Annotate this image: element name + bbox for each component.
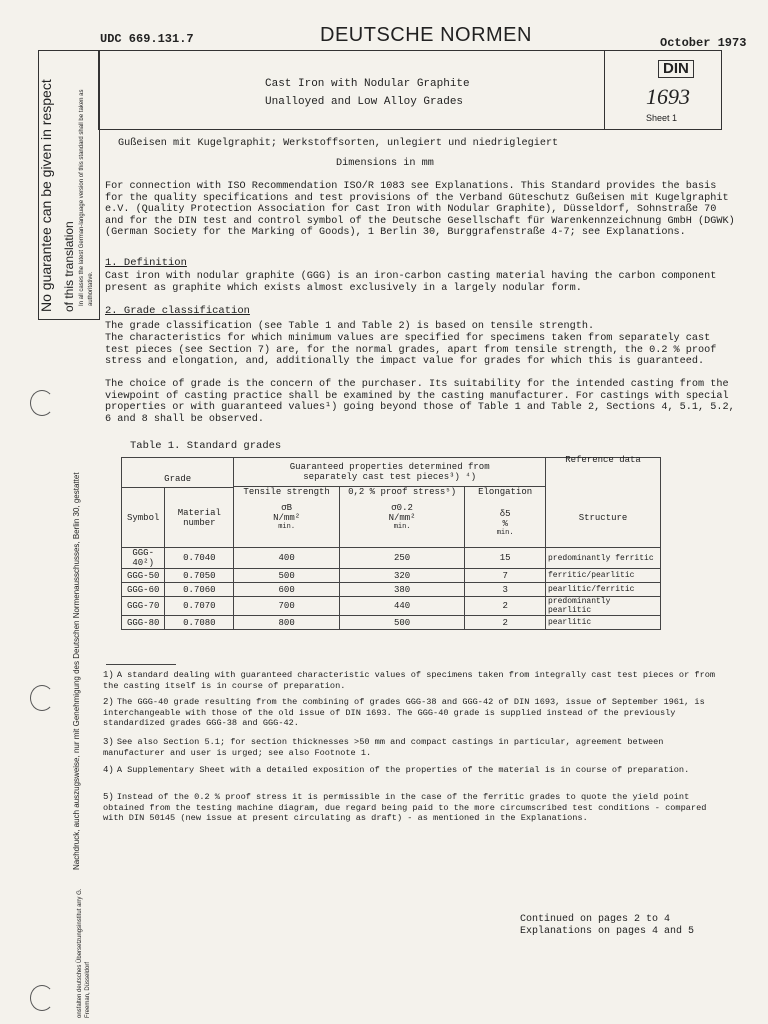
elongation-label: Elongation: [478, 487, 533, 497]
reference-data-header: [546, 454, 661, 548]
table-row: [122, 597, 661, 616]
german-title: Gußeisen mit Kugelgraphit; Werkstoffsorten, unlegiert und niedriglegiert: [118, 138, 559, 149]
din-logo: DIN: [658, 60, 694, 78]
standard-series-title: DEUTSCHE NORMEN: [320, 24, 532, 46]
reference-data-label: Reference data: [565, 454, 641, 465]
proof-cell: 440: [339, 597, 464, 616]
symbol-cell: GGG-60: [122, 583, 165, 597]
proof-cell: 500: [339, 616, 464, 630]
footnote-mark: 3): [103, 737, 114, 747]
continuation-note: [520, 914, 694, 937]
elongation-cell: 15: [465, 548, 546, 569]
udc-number: UDC 669.131.7: [100, 32, 194, 46]
authoritative-version-note: In all cases the latest German-language version of this standard shall be taken as authoritative.: [79, 89, 94, 306]
structure-cell: pearlitic/ferritic: [546, 583, 661, 597]
reprint-notice: Nachdruck, auch auszugsweise, nur mit Genehmigung des Deutschen Normenausschusses, Berlin 30, gestattet: [72, 472, 81, 870]
material-cell: 0.7080: [165, 616, 234, 630]
table-row: [122, 548, 661, 569]
guarantee-notice: No guarantee can be given in respect: [38, 79, 54, 312]
proof-cell: 250: [339, 548, 464, 569]
proof-cell: 380: [339, 583, 464, 597]
footnote-text: A Supplementary Sheet with a detailed exposition of the properties of the material is in course of preparation.: [116, 765, 690, 775]
tensile-min: min.: [278, 523, 296, 531]
symbol-cell: GGG-80: [122, 616, 165, 630]
footnote-mark: 1): [103, 670, 114, 680]
proof-label: 0,2 % proof stress⁵): [348, 487, 457, 497]
dimensions-note: Dimensions in mm: [336, 158, 434, 169]
grade-header: Grade: [122, 458, 234, 488]
material-cell: 0.7040: [165, 548, 234, 569]
tensile-cell: 500: [234, 569, 340, 583]
elongation-unit: %: [502, 519, 508, 529]
tensile-cell: 800: [234, 616, 340, 630]
structure-cell: pearlitic: [546, 616, 661, 630]
tensile-cell: 400: [234, 548, 340, 569]
elongation-min: min.: [496, 529, 514, 537]
translator-credit: onsfalten deutsches Übersetzungsinstitut arry G. Freeman, Düsseldorf: [77, 888, 91, 1018]
guaranteed-properties-header: Guaranteed properties determined from separately cast test pieces³) ⁴): [234, 458, 546, 487]
title-box: [98, 50, 605, 130]
section-2-heading: 2. Grade classification: [105, 305, 250, 317]
material-cell: 0.7060: [165, 583, 234, 597]
din-number: 1693: [646, 84, 690, 109]
tensile-unit: N/mm²: [273, 513, 301, 523]
footnote-text: See also Section 5.1; for section thicknesses >50 mm and compact castings in particular, agreement between manufacturer and user is urged; see also Footnote 1.: [103, 737, 664, 758]
intro-paragraph: For connection with ISO Recommendation ISO/R 1083 see Explanations. This Standard provides the basis for the quality specifications and test provisions of the Verband Güteschutz Gußeisen mit Kugelgraphit e.V. (Quality Protection Association for Cast Iron with Nodular Graphite), Düsseldorf, Sohnstraße 70 and for the DIN test and control symbol of the Deutsche Gesellschaft für Warenkennzeichnung GmbH (DGWK) (German Society for the Marking of Goods), 1 Berlin 30, Burggrafenstraße 4-7; see Explanations.: [105, 181, 735, 238]
issue-date: October 1973: [660, 36, 747, 50]
symbol-cell: GGG-40²): [122, 548, 165, 569]
elongation-cell: 2: [465, 597, 546, 616]
explanations-pages: Explanations on pages 4 and 5: [520, 925, 695, 937]
punch-hole-mark: [30, 685, 54, 711]
symbol-cell: GGG-50: [122, 569, 165, 583]
footnote-mark: 5): [103, 792, 114, 802]
structure-cell: predominantly pearlitic: [546, 597, 661, 616]
section-2-para-2: The characteristics for which minimum values are specified for specimens taken from separately cast test pieces (see Section 7) are, for the normal grades, apart from tensile strength, the 0.2 % proof stress and elongation, and, additionally the impact value for grades for which this is guaranteed.: [105, 333, 717, 367]
symbol-header: Symbol: [122, 488, 165, 548]
section-1-text: Cast iron with nodular graphite (GGG) is an iron-carbon casting material having the carbon component present as graphite which exists almost exclusively in a largely nodular form.: [105, 271, 717, 294]
punch-hole-mark: [30, 390, 54, 416]
table-row: [122, 583, 661, 597]
footnote-text: A standard dealing with guaranteed characteristic values of specimens taken from integrally cast test pieces or from the casting itself is in course of preparation.: [103, 670, 716, 691]
section-2-para-1: The grade classification (see Table 1 and Table 2) is based on tensile strength.: [105, 321, 595, 332]
standard-grades-table: [121, 454, 661, 630]
table-caption: Table 1. Standard grades: [130, 440, 282, 452]
footnote-1: [103, 670, 723, 691]
tensile-cell: 600: [234, 583, 340, 597]
footnote-5: [103, 792, 723, 824]
section-2-para-3: The choice of grade is the concern of the purchaser. Its suitability for the intended casting from the viewpoint of casting practice shall be examined by the casting manufacturer. For castings with special properties or with guaranteed values¹) going beyond those of Table 1 and Table 2, Sections 4, 5.1, 5.2, 6 and 8 shall be observed.: [105, 379, 735, 425]
proof-symbol: σ0.2: [391, 503, 413, 513]
material-cell: 0.7050: [165, 569, 234, 583]
footnote-text: Instead of the 0.2 % proof stress it is permissible in the case of the ferritic grades to quote the yield point obtained from the testing machine diagram, due regard being paid to the more circumscribed test conditions - compared with DIN 50145 (new issue at present circulating as draft) - as mentioned in the Explanations.: [103, 792, 707, 823]
footnote-4: [103, 765, 723, 776]
proof-unit: N/mm²: [388, 513, 416, 523]
proof-min: min.: [393, 523, 411, 531]
elongation-cell: 2: [465, 616, 546, 630]
english-title-line2: Unalloyed and Low Alloy Grades: [265, 96, 464, 108]
table-row: [122, 569, 661, 583]
footnote-divider: [106, 664, 176, 665]
footnote-mark: 2): [103, 697, 114, 707]
tensile-cell: 700: [234, 597, 340, 616]
tensile-header: [234, 487, 340, 548]
footnote-text: The GGG-40 grade resulting from the combining of grades GGG-38 and GGG-42 of DIN 1693, issue of September 1961, is interchangeable with those of the old issue of DIN 1693. The GGG-40 grade is supplied instead of the previously standardized grades GGG-38 and GGG-42.: [103, 697, 705, 728]
elongation-cell: 3: [465, 583, 546, 597]
english-title-line1: Cast Iron with Nodular Graphite: [265, 78, 470, 90]
elongation-symbol: δ5: [499, 509, 511, 519]
proof-cell: 320: [339, 569, 464, 583]
proof-header: [339, 487, 464, 548]
translation-notice: of this translation: [62, 221, 76, 312]
structure-label: Structure: [578, 512, 628, 523]
footnote-2: [103, 697, 723, 729]
symbol-cell: GGG-70: [122, 597, 165, 616]
tensile-symbol: σB: [281, 503, 293, 513]
structure-cell: ferritic/pearlitic: [546, 569, 661, 583]
elongation-header: [465, 487, 546, 548]
elongation-cell: 7: [465, 569, 546, 583]
sheet-number: Sheet 1: [646, 113, 678, 123]
footnote-3: [103, 737, 723, 758]
table-row: [122, 616, 661, 630]
tensile-label: Tensile strength: [243, 487, 330, 497]
section-1-heading: 1. Definition: [105, 257, 187, 269]
continued-pages: Continued on pages 2 to 4: [520, 914, 671, 925]
table-header-row: [122, 458, 661, 487]
footnote-mark: 4): [103, 765, 114, 775]
structure-cell: predominantly ferritic: [546, 548, 661, 569]
material-cell: 0.7070: [165, 597, 234, 616]
material-number-header: Material number: [165, 488, 234, 548]
punch-hole-mark: [30, 985, 54, 1011]
